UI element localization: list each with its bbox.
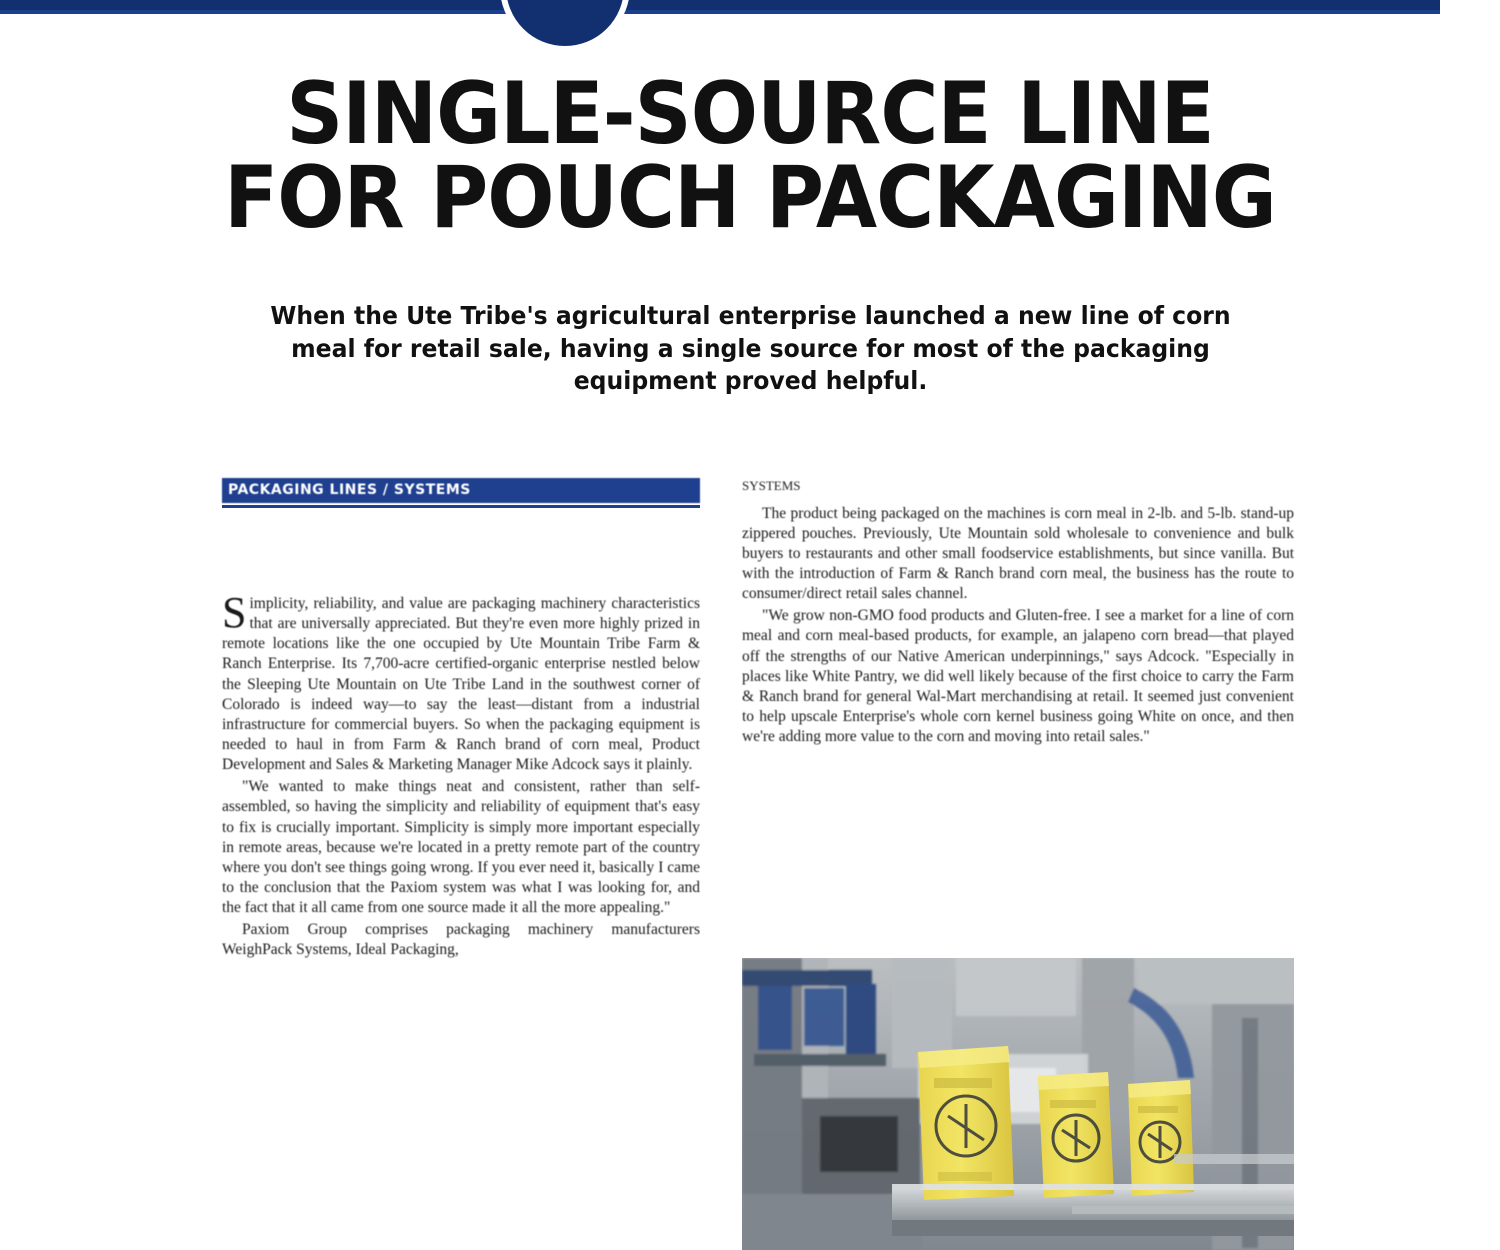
- drop-cap: S: [222, 588, 247, 637]
- left-paragraph-3: Paxiom Group comprises packaging machinery manufacturers WeighPack Systems, Ideal Packaging,: [222, 921, 700, 959]
- page-title: [60, 64, 1440, 249]
- section-flag-rule: [222, 505, 700, 508]
- left-paragraph-1-text: implicity, reliability, and value are packaging machinery characteristics that are universally appreciated. But they're even more highly prized in remote locations like the one occupied by Ute Mountain Tribe Farm & Ranch Enterprise. Its 7,700-acre certified-organic enterprise nestled below the Sleeping Ute Mountain on Ute Tribe Land in the southwest corner of Colorado is indeed way—to say the least—distant from a industrial infrastructure for commercial buyers. So when the packaging equipment is needed to haul in from Farm & Ranch brand of corn meal, Product Development and Sales & Marketing Manager Mike Adcock says it plainly.: [222, 595, 700, 774]
- section-flag-label: PACKAGING LINES / SYSTEMS: [222, 478, 700, 503]
- headline-line-2: FOR POUCH PACKAGING: [224, 148, 1276, 249]
- page-top-bar: [0, 0, 1500, 14]
- left-paragraph-1: [222, 588, 700, 775]
- right-paragraph-1: The product being packaged on the machines is corn meal in 2-lb. and 5-lb. stand-up zippered pouches. Previously, Ute Mountain sold wholesale to convenience and bulk buyers to restaurants and other small foodservice establishments, but since vanilla. But with the introduction of Farm & Ranch brand corn meal, the business has the route to consumer/direct retail sales channel.: [742, 504, 1294, 603]
- right-paragraph-2: "We grow non-GMO food products and Gluten-free. I see a market for a line of corn meal and corn meal-based products, for example, an jalapeno corn bread—that played off the strengths of our Native American underpinnings," says Adcock. "Especially in places like White Pantry, we did well likely because of the first choice to carry the Farm & Ranch brand for general Wal-Mart merchandising at retail. It seemed just convenient to help upscale Enterprise's whole corn kernel business going White on once, and then we're adding more value to the corn and moving into retail sales.": [742, 607, 1294, 746]
- article-deck: When the Ute Tribe's agricultural enterprise launched a new line of corn meal for retail sale, having a single source for most of the packaging equipment proved helpful.: [270, 301, 1231, 396]
- right-column: [742, 478, 1294, 749]
- packaging-line-photo: [742, 958, 1294, 1250]
- photo-artwork: [742, 958, 1294, 1250]
- page-top-bar-inner: [0, 0, 1500, 10]
- left-paragraph-2: "We wanted to make things neat and consistent, rather than self-assembled, so having the simplicity and reliability of equipment that's easy to fix is crucially important. Simplicity is simply more important especially in remote areas, because we're located in a pretty remote part of the country where you don't see things going wrong. If you ever need it, basically I came to the conclusion that the Paxiom system was what I was looking for, and the fact that it all came from one source made it all the more appealing.": [222, 778, 700, 917]
- headline-block: [0, 64, 1500, 249]
- right-column-kicker: SYSTEMS: [742, 478, 801, 493]
- left-column: [222, 478, 700, 963]
- right-margin: [1440, 0, 1500, 1250]
- publication-logo-icon: [500, 0, 630, 52]
- left-margin: [0, 14, 60, 1250]
- headline-line-1: SINGLE-SOURCE LINE: [286, 64, 1214, 164]
